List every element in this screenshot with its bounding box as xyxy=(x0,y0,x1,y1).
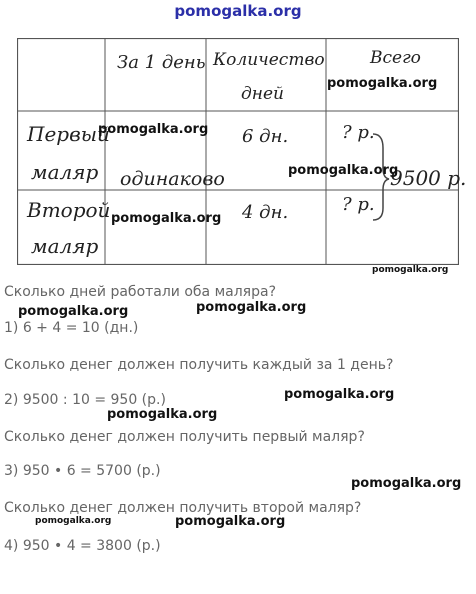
header-per-day: За 1 день xyxy=(117,52,206,73)
watermark: pomogalka.org xyxy=(98,122,209,137)
watermark: pomogalka.org xyxy=(175,514,286,529)
answer-2: 2) 9500 : 10 = 950 (р.) xyxy=(4,392,166,408)
watermark: pomogalka.org xyxy=(18,304,129,319)
watermark: pomogalka.org xyxy=(196,300,307,315)
problem-table xyxy=(17,38,467,265)
row2-label-line2: маляр xyxy=(31,234,99,258)
header-days-line2: дней xyxy=(241,84,284,104)
table-grid xyxy=(17,38,459,265)
row2-days: 4 дн. xyxy=(242,202,289,223)
header-total: Всего xyxy=(370,48,421,68)
watermark: pomogalka.org xyxy=(327,76,438,91)
question-3: Сколько денег должен получить первый маляр? xyxy=(4,429,365,445)
header-days-line1: Количество xyxy=(213,50,325,70)
watermark-top: pomogalka.org xyxy=(174,2,302,20)
question-1: Сколько дней работали оба маляра? xyxy=(4,284,276,300)
per-day-note: одинаково xyxy=(120,168,225,190)
answer-1: 1) 6 + 4 = 10 (дн.) xyxy=(4,320,139,336)
row1-days: 6 дн. xyxy=(242,126,289,147)
row2-total: ? р. xyxy=(342,194,375,215)
answer-4: 4) 950 • 4 = 3800 (р.) xyxy=(4,538,161,554)
watermark: pomogalka.org xyxy=(111,211,222,226)
question-2: Сколько денег должен получить каждый за 1 день? xyxy=(4,357,394,373)
question-4: Сколько денег должен получить второй маляр? xyxy=(4,500,362,516)
row1-total: ? р. xyxy=(342,122,375,143)
row1-label-line1: Первый xyxy=(27,122,110,146)
watermark: pomogalka.org xyxy=(107,407,218,422)
row2-label-line1: Второй xyxy=(27,198,111,222)
watermark: pomogalka.org xyxy=(351,476,462,491)
watermark: pomogalka.org xyxy=(288,163,399,178)
row1-label-line2: маляр xyxy=(31,160,99,184)
watermark: pomogalka.org xyxy=(284,387,395,402)
watermark: pomogalka.org xyxy=(372,265,449,275)
answer-3: 3) 950 • 6 = 5700 (р.) xyxy=(4,463,161,479)
watermark: pomogalka.org xyxy=(35,516,112,526)
sum-total: 9500 р. xyxy=(390,166,467,190)
